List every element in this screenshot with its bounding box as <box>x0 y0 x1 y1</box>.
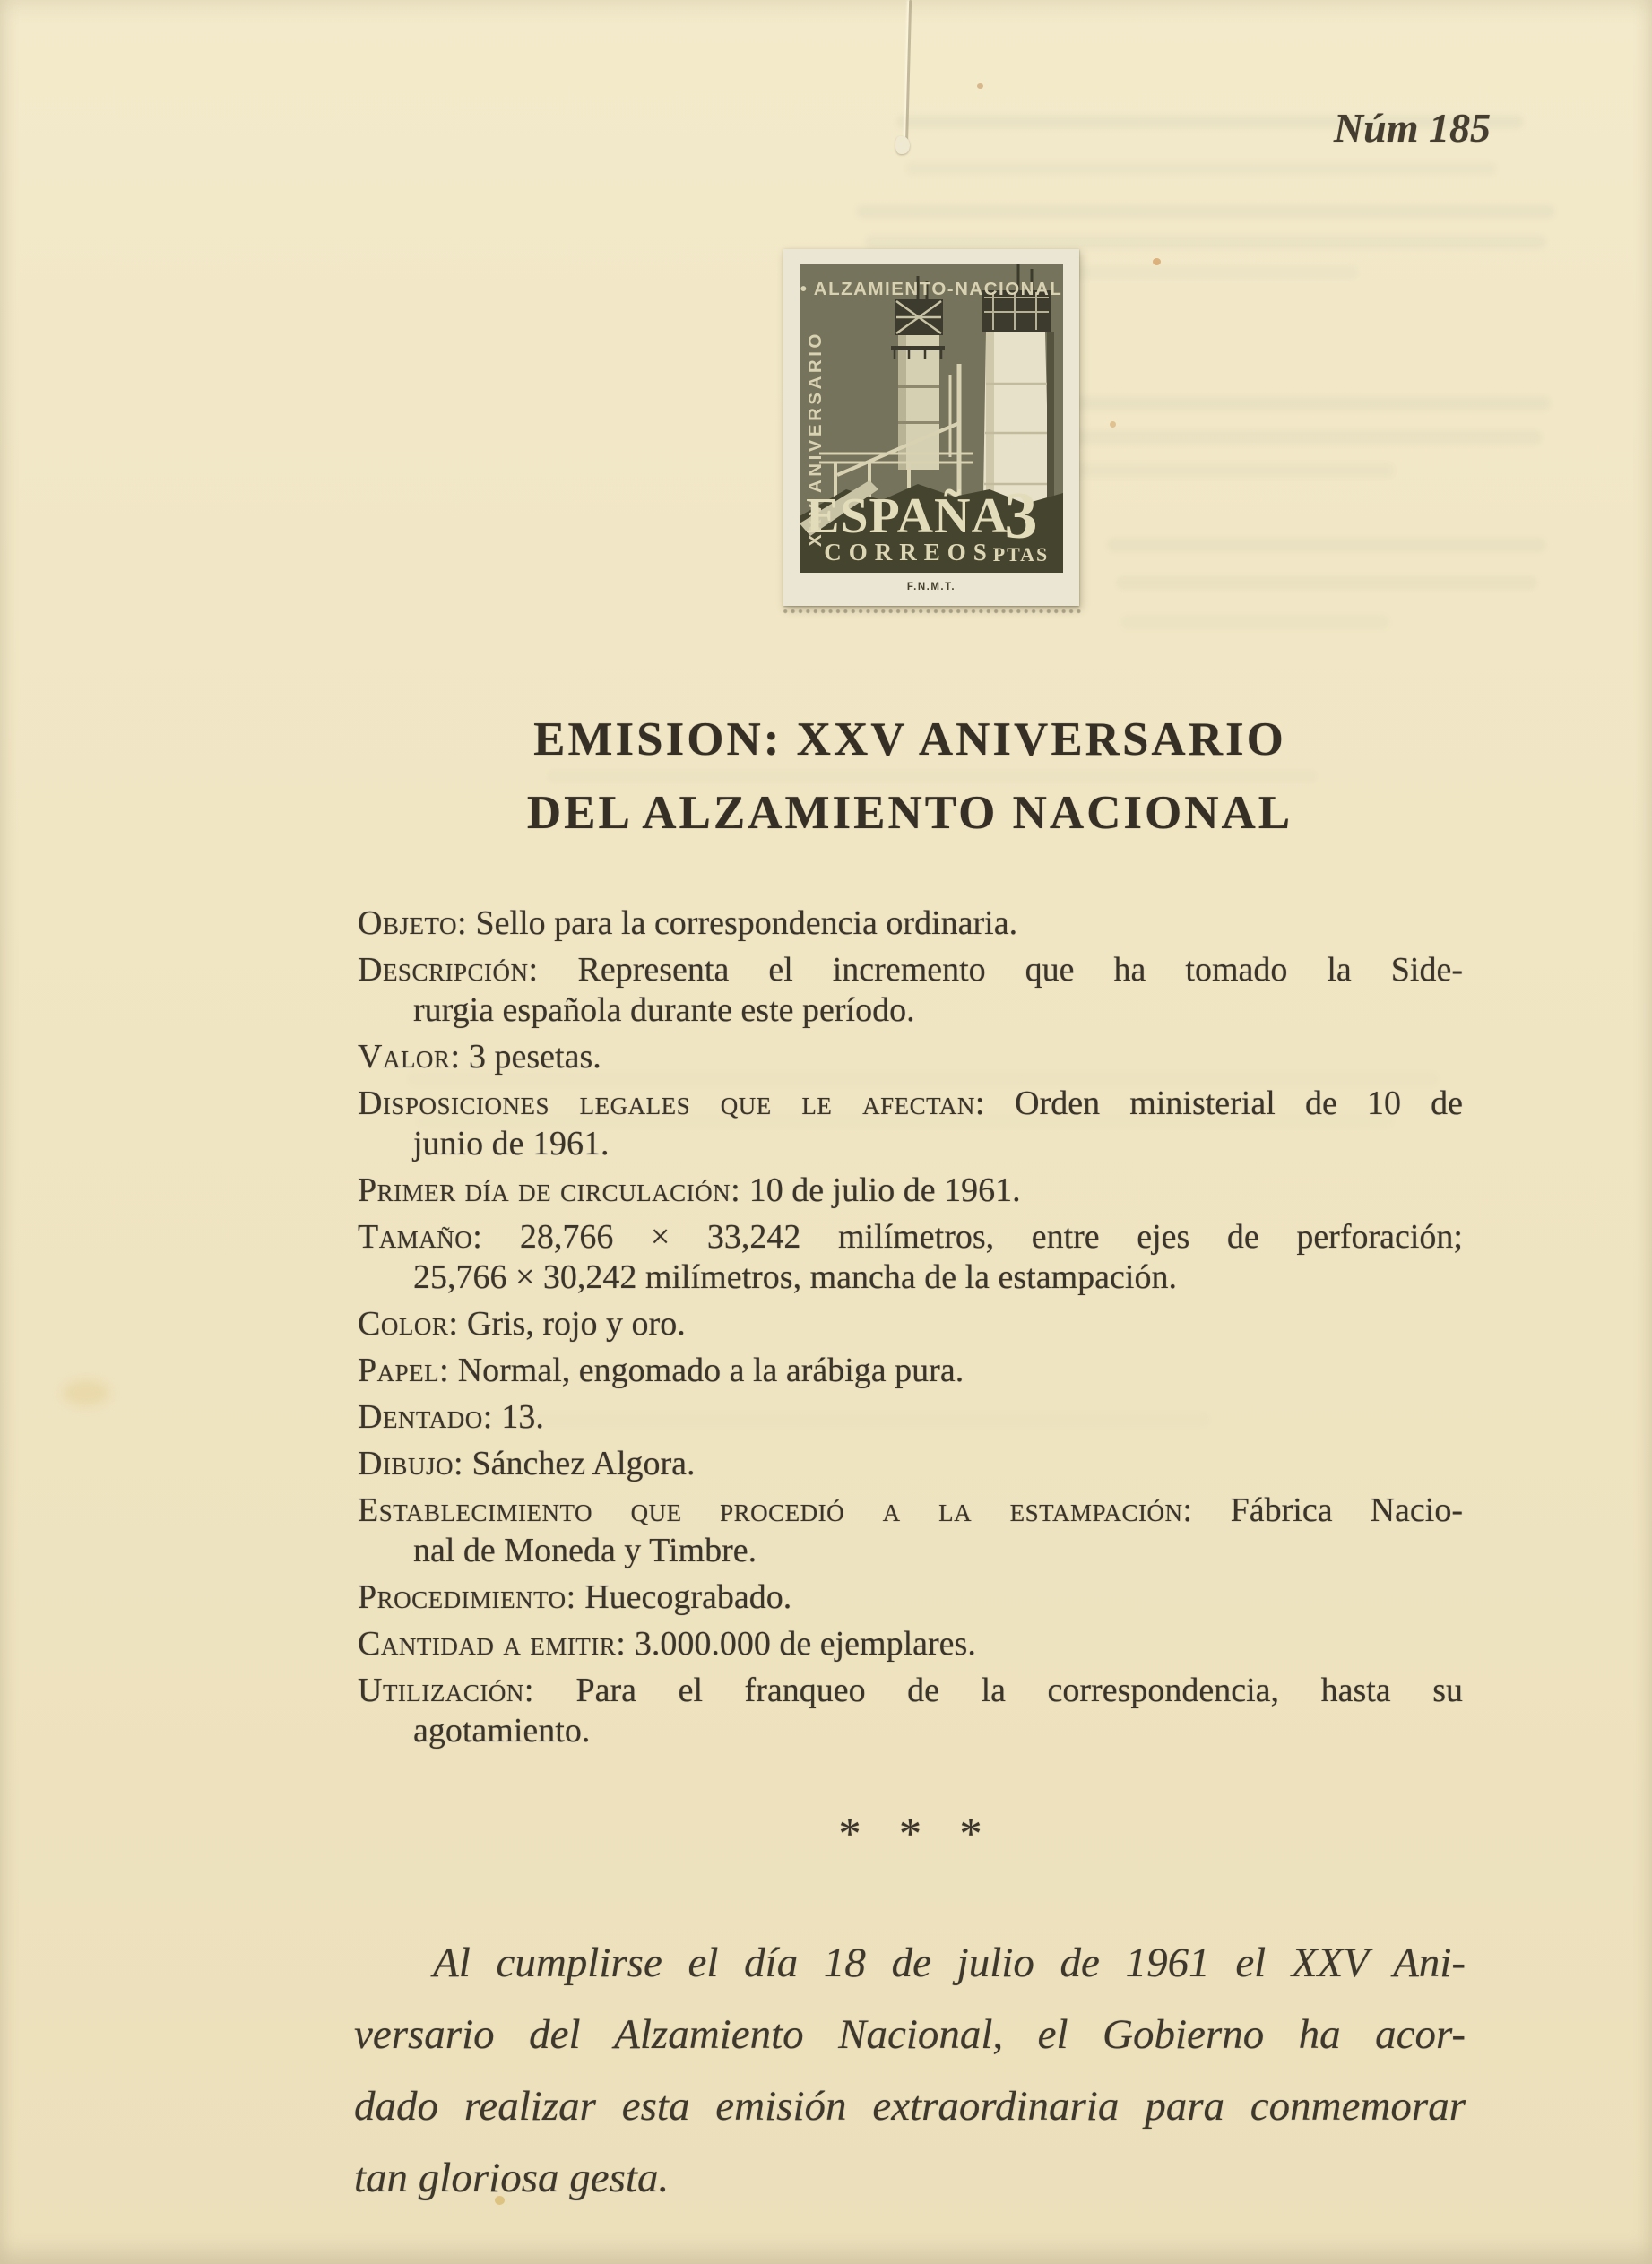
closing-line: Al cumplirse el día 18 de julio de 1961 el XXV Ani- <box>433 1940 1466 1986</box>
stamp-top-caption: • ALZAMIENTO-NACIONAL <box>800 279 1063 299</box>
spec-label: Cantidad a emitir: <box>358 1625 627 1663</box>
spec-line: Procedimiento: Huecograbado. <box>358 1578 792 1616</box>
spec-line: Primer día de circulación: 10 de julio de 1961. <box>358 1171 1021 1209</box>
spec-label: Valor: <box>358 1038 461 1076</box>
title-line-2: DEL ALZAMIENTO NACIONAL <box>526 787 1293 839</box>
spec-item <box>358 1577 1463 1618</box>
paper-stain <box>1153 258 1161 265</box>
spec-item <box>358 950 1463 1031</box>
spec-label: Descripción: <box>358 951 539 989</box>
stamp-country: ESPAÑA <box>806 488 1008 544</box>
spec-label: Color: <box>358 1305 459 1343</box>
paper-stain <box>977 83 983 89</box>
spec-label: Establecimiento que procedió a la estampación: <box>358 1491 1193 1529</box>
spec-label: Papel: <box>358 1352 450 1389</box>
spec-label: Tamaño: <box>358 1218 483 1256</box>
spec-item <box>358 1397 1463 1438</box>
stamp-artwork <box>783 249 1079 606</box>
spec-item <box>358 1171 1463 1211</box>
spec-item <box>358 1671 1463 1751</box>
page-title <box>224 703 1596 850</box>
spec-label: Objeto: <box>358 904 468 942</box>
spec-line: Cantidad a emitir: 3.000.000 de ejemplares. <box>358 1625 976 1663</box>
paper-stain <box>1110 421 1116 428</box>
stamp-currency: PTAS <box>992 543 1050 566</box>
show-through-text <box>865 235 1546 249</box>
closing-line: tan gloriosa gesta. <box>354 2155 670 2201</box>
show-through-text <box>1107 538 1546 552</box>
spec-label: Disposiciones legales que le afectan: <box>358 1084 985 1122</box>
spec-line: Color: Gris, rojo y oro. <box>358 1305 686 1343</box>
spec-line: Dibujo: Sánchez Algora. <box>358 1445 696 1482</box>
title-line-1: EMISION: XXV ANIVERSARIO <box>533 713 1286 765</box>
spec-label: Dibujo: <box>358 1445 464 1482</box>
stamp <box>783 249 1079 606</box>
spec-line: rurgia española durante este período. <box>413 991 915 1029</box>
stamp-service: CORREOS <box>824 539 994 566</box>
spec-item <box>358 1491 1463 1571</box>
spec-item <box>358 1351 1463 1391</box>
spec-item <box>358 1304 1463 1344</box>
spec-item <box>358 1444 1463 1484</box>
closing-paragraph <box>354 1927 1466 2214</box>
spec-line: Disposiciones legales que le afectan: Orden ministerial de 10 de <box>358 1084 1463 1122</box>
stamp-printer-mark: F.N.M.T. <box>906 582 956 592</box>
stamp-perforation <box>780 607 1083 614</box>
closing-line: dado realizar esta emisión extraordinaria para conmemorar <box>354 2083 1466 2130</box>
spec-line: Objeto: Sello para la correspondencia ordinaria. <box>358 904 1018 942</box>
stamp-left-caption: XXV ANIVERSARIO <box>805 331 826 547</box>
spec-item <box>358 903 1463 944</box>
spec-line: Utilización: Para el franqueo de la correspondencia, hasta su <box>358 1672 1463 1709</box>
spec-line: 25,766 × 30,242 milímetros, mancha de la estampación. <box>413 1258 1177 1296</box>
issue-number: Núm 185 <box>1333 105 1491 151</box>
spec-line: agotamiento. <box>413 1712 591 1750</box>
spec-label: Dentado: <box>358 1398 493 1436</box>
stamp-value: 3 <box>1004 480 1038 553</box>
spec-list <box>358 903 1463 1758</box>
spec-line: Papel: Normal, engomado a la arábiga pura. <box>358 1352 964 1389</box>
spec-line: nal de Moneda y Timbre. <box>413 1532 757 1569</box>
spec-item <box>358 1217 1463 1298</box>
spec-line: Descripción: Representa el incremento que ha tomado la Side- <box>358 951 1463 989</box>
spec-line: Tamaño: 28,766 × 33,242 milímetros, entre ejes de perforación; <box>358 1218 1463 1256</box>
show-through-text <box>905 161 1497 176</box>
closing-line: versario del Alzamiento Nacional, el Gobierno ha acor- <box>354 2011 1466 2058</box>
spec-line: Establecimiento que procedió a la estampación: Fábrica Nacio- <box>358 1491 1463 1529</box>
spec-item <box>358 1084 1463 1164</box>
spec-item <box>358 1037 1463 1077</box>
show-through-text <box>1120 615 1389 629</box>
spec-label: Procedimiento: <box>358 1578 576 1616</box>
asterisk-separator: * * * <box>838 1808 982 1858</box>
spec-item <box>358 1624 1463 1664</box>
show-through-text <box>1116 575 1537 590</box>
spec-line: Valor: 3 pesetas. <box>358 1038 601 1076</box>
paper-crease <box>895 136 910 154</box>
spec-label: Primer día de circulación: <box>358 1171 741 1209</box>
show-through-text <box>856 204 1555 219</box>
paper-stain <box>63 1380 109 1405</box>
spec-label: Utilización: <box>358 1672 534 1709</box>
spec-line: Dentado: 13. <box>358 1398 544 1436</box>
spec-line: junio de 1961. <box>413 1125 610 1162</box>
